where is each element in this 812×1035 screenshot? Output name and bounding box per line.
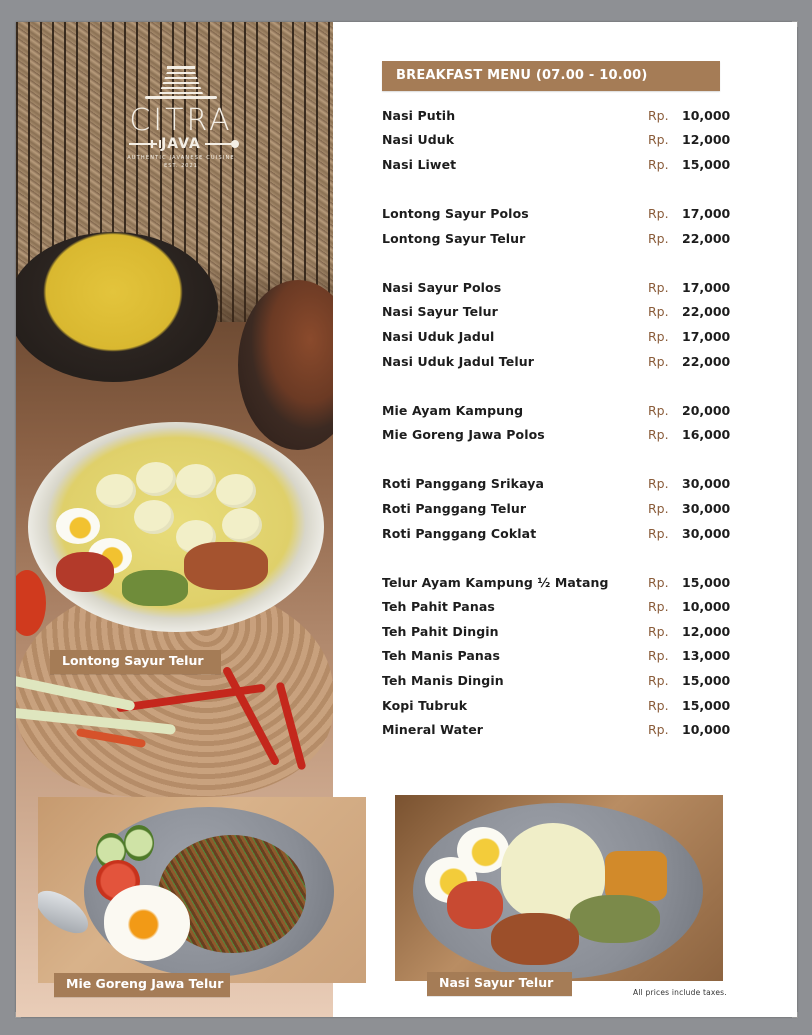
lontong-slice: [136, 462, 176, 496]
menu-item: [382, 300, 731, 325]
menu-groups: [382, 103, 731, 742]
menu-item-name: Teh Manis Panas: [382, 648, 500, 664]
menu-item-price: 22,000: [682, 353, 731, 369]
menu-item-currency: Rp.: [648, 107, 669, 123]
menu-item-currency: Rp.: [648, 525, 669, 541]
menu-item-name: Mie Goreng Jawa Polos: [382, 427, 545, 443]
menu-item-name: Nasi Uduk Jadul: [382, 328, 495, 344]
menu-item-price: 30,000: [682, 525, 731, 541]
brand-name: CITRA: [129, 103, 233, 138]
menu-item: [382, 349, 731, 374]
menu-item: [382, 594, 731, 619]
nasi-sayur-photo: [395, 795, 723, 981]
menu-item: [382, 103, 731, 128]
tax-footnote: All prices include taxes.: [633, 988, 727, 997]
menu-group: [382, 103, 731, 177]
menu-item-name: Roti Panggang Srikaya: [382, 476, 545, 492]
menu-item-name: Mineral Water: [382, 722, 484, 738]
menu-item: [382, 693, 731, 718]
menu-item-price: 15,000: [682, 697, 731, 713]
menu-item-currency: Rp.: [648, 304, 669, 320]
menu-item-name: Nasi Putih: [382, 107, 456, 123]
menu-item-currency: Rp.: [648, 574, 669, 590]
menu-item-price: 10,000: [682, 722, 731, 738]
brand-logo: [112, 66, 250, 169]
page-corner-mark: [792, 1012, 798, 1018]
menu-item: [382, 324, 731, 349]
menu-item-price: 22,000: [682, 304, 731, 320]
menu-item-name: Nasi Liwet: [382, 156, 457, 172]
brand-sub: JAVA: [161, 136, 201, 152]
menu-item-name: Roti Panggang Telur: [382, 500, 527, 516]
menu-item-name: Nasi Uduk: [382, 132, 455, 148]
menu-item-currency: Rp.: [648, 402, 669, 418]
menu-item-name: Kopi Tubruk: [382, 697, 468, 713]
menu-item-currency: Rp.: [648, 328, 669, 344]
menu-item-name: Teh Pahit Dingin: [382, 623, 499, 639]
menu-item-name: Teh Manis Dingin: [382, 672, 504, 688]
menu-item-currency: Rp.: [648, 697, 669, 713]
brand-sub-row: [112, 136, 250, 152]
soup-pot-image: [16, 232, 218, 382]
menu-item-price: 22,000: [682, 230, 731, 246]
spoon-icon: [205, 143, 233, 145]
menu-item-name: Roti Panggang Coklat: [382, 525, 537, 541]
menu-item: [382, 496, 731, 521]
menu-item-price: 15,000: [682, 574, 731, 590]
menu-item-price: 16,000: [682, 427, 731, 443]
menu-item: [382, 644, 731, 669]
menu-item-currency: Rp.: [648, 672, 669, 688]
menu-item-price: 30,000: [682, 500, 731, 516]
menu-item-price: 15,000: [682, 672, 731, 688]
menu-item: [382, 717, 731, 742]
menu-item: [382, 128, 731, 153]
menu-item: [382, 152, 731, 177]
page-corner-mark: [792, 21, 798, 27]
menu-item-price: 20,000: [682, 402, 731, 418]
brand-tagline: AUTHENTIC JAVANESE CUISINE: [127, 155, 235, 161]
menu-item-name: Lontong Sayur Polos: [382, 206, 529, 222]
cucumber-slice: [124, 825, 154, 861]
menu-item: [382, 226, 731, 251]
photo-caption-mie: Mie Goreng Jawa Telur: [54, 973, 230, 997]
menu-item-name: Lontong Sayur Telur: [382, 230, 526, 246]
menu-item-currency: Rp.: [648, 206, 669, 222]
menu-item-name: Nasi Sayur Polos: [382, 279, 502, 295]
fried-tempeh: [184, 542, 268, 590]
lontong-slice: [216, 474, 256, 508]
menu-title: BREAKFAST MENU (07.00 - 10.00): [382, 61, 720, 91]
menu-item-currency: Rp.: [648, 476, 669, 492]
menu-item-name: Mie Ayam Kampung: [382, 402, 524, 418]
lontong-slice: [176, 464, 216, 498]
fork-icon: [129, 143, 157, 145]
potato-curry-image: [605, 851, 667, 901]
photo-caption-lontong: Lontong Sayur Telur: [50, 650, 221, 674]
brand-established: EST. 2021: [164, 163, 198, 169]
menu-item-price: 15,000: [682, 156, 731, 172]
mie-goreng-photo: [38, 797, 366, 983]
menu-item: [382, 472, 731, 497]
menu-item-price: 12,000: [682, 132, 731, 148]
menu-item: [382, 275, 731, 300]
menu-item-currency: Rp.: [648, 648, 669, 664]
menu-item-price: 12,000: [682, 623, 731, 639]
vegetables: [122, 570, 188, 606]
menu-item: [382, 570, 731, 595]
menu-group: [382, 201, 731, 250]
menu-item-currency: Rp.: [648, 279, 669, 295]
menu-item: [382, 619, 731, 644]
menu-item-price: 17,000: [682, 279, 731, 295]
menu-item-name: Nasi Sayur Telur: [382, 304, 498, 320]
menu-page: [16, 22, 797, 1017]
boiled-egg: [56, 508, 100, 544]
menu-item-currency: Rp.: [648, 427, 669, 443]
menu-item-price: 13,000: [682, 648, 731, 664]
menu-item: [382, 422, 731, 447]
sambal: [56, 552, 114, 592]
menu-item-name: Telur Ayam Kampung ½ Matang: [382, 574, 609, 590]
menu-item-currency: Rp.: [648, 623, 669, 639]
menu-item: [382, 668, 731, 693]
menu-group: [382, 275, 731, 373]
menu-item: [382, 398, 731, 423]
menu-item-price: 10,000: [682, 599, 731, 615]
menu-item-currency: Rp.: [648, 722, 669, 738]
fried-egg-image: [104, 885, 190, 961]
vegetables: [570, 895, 660, 943]
menu-group: [382, 398, 731, 447]
menu-item-price: 30,000: [682, 476, 731, 492]
joglo-roof-icon: [145, 66, 217, 102]
menu-item-currency: Rp.: [648, 353, 669, 369]
menu-item-name: Nasi Uduk Jadul Telur: [382, 353, 534, 369]
menu-item: [382, 201, 731, 226]
menu-item-price: 17,000: [682, 328, 731, 344]
menu-item-currency: Rp.: [648, 599, 669, 615]
menu-item-price: 10,000: [682, 107, 731, 123]
kering-tempeh-image: [491, 913, 579, 965]
menu-group: [382, 570, 731, 742]
menu-item-currency: Rp.: [648, 132, 669, 148]
menu-item-currency: Rp.: [648, 230, 669, 246]
menu-item-price: 17,000: [682, 206, 731, 222]
breakfast-menu: [382, 61, 731, 766]
menu-item-name: Teh Pahit Panas: [382, 599, 495, 615]
sambal: [447, 881, 503, 929]
lontong-slice: [222, 508, 262, 542]
menu-item-currency: Rp.: [648, 500, 669, 516]
menu-group: [382, 472, 731, 546]
menu-item: [382, 521, 731, 546]
photo-caption-nasi: Nasi Sayur Telur: [427, 972, 572, 996]
menu-item-currency: Rp.: [648, 156, 669, 172]
lontong-slice: [134, 500, 174, 534]
lontong-slice: [96, 474, 136, 508]
